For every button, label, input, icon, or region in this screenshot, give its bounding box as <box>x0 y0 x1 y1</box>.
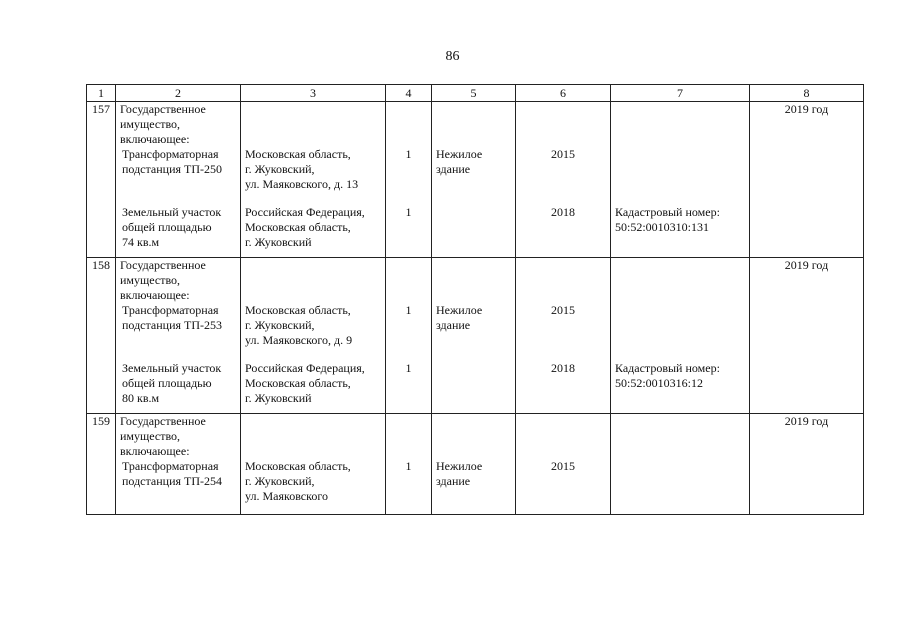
item-name-cell <box>116 258 241 414</box>
address-cell <box>241 258 386 414</box>
col-header-3: 3 <box>241 85 386 102</box>
item-year-built: 2015 <box>551 147 575 161</box>
type-cell <box>432 102 516 258</box>
address-cell <box>241 102 386 258</box>
item-qty: 1 <box>405 361 412 375</box>
year-built-cell <box>516 102 611 258</box>
item-address: Российская Федерация, Московская область, г. Жуковский <box>245 205 365 249</box>
address-cell <box>241 414 386 515</box>
item-type: Нежилое здание <box>436 459 483 488</box>
item-name: Земельный участок общей площадью 74 кв.м <box>122 205 222 249</box>
table-row <box>87 102 864 258</box>
group-label: Государственное имущество, включающее: <box>120 258 206 302</box>
quantity-cell <box>386 414 432 515</box>
note-cell <box>611 258 750 414</box>
col-header-1: 1 <box>87 85 116 102</box>
col-header-8: 8 <box>750 85 864 102</box>
item-note: Кадастровый номер: 50:52:0010316:12 <box>615 361 720 390</box>
item-year-built: 2018 <box>551 205 575 219</box>
table-row <box>87 258 864 414</box>
quantity-cell <box>386 258 432 414</box>
col-header-7: 7 <box>611 85 750 102</box>
item-qty: 1 <box>405 303 412 317</box>
year-cell: 2019 год <box>750 258 864 414</box>
item-name-cell <box>116 414 241 515</box>
year-cell: 2019 год <box>750 414 864 515</box>
table-row <box>87 414 864 515</box>
item-qty: 1 <box>405 205 412 219</box>
row-number: 158 <box>87 258 116 414</box>
type-cell <box>432 414 516 515</box>
col-header-5: 5 <box>432 85 516 102</box>
item-qty: 1 <box>405 459 412 473</box>
item-address: Московская область, г. Жуковский, ул. Маяковского, д. 9 <box>245 303 353 347</box>
item-address: Московская область, г. Жуковский, ул. Маяковского, д. 13 <box>245 147 359 191</box>
note-cell <box>611 102 750 258</box>
item-type: Нежилое здание <box>436 147 483 176</box>
item-qty: 1 <box>405 147 412 161</box>
year-cell: 2019 год <box>750 102 864 258</box>
item-name: Трансформаторная подстанция ТП-250 <box>122 147 223 176</box>
type-cell <box>432 258 516 414</box>
item-name: Земельный участок общей площадью 80 кв.м <box>122 361 222 405</box>
item-name-cell <box>116 102 241 258</box>
col-header-2: 2 <box>116 85 241 102</box>
row-number: 159 <box>87 414 116 515</box>
year-built-cell <box>516 258 611 414</box>
quantity-cell <box>386 102 432 258</box>
header-row <box>87 85 864 102</box>
item-year-built: 2015 <box>551 459 575 473</box>
property-table <box>86 84 864 515</box>
item-name: Трансформаторная подстанция ТП-253 <box>122 303 223 332</box>
item-note: Кадастровый номер: 50:52:0010310:131 <box>615 205 720 234</box>
group-label: Государственное имущество, включающее: <box>120 102 206 146</box>
page-number: 86 <box>445 49 460 64</box>
item-address: Московская область, г. Жуковский, ул. Маяковского <box>245 459 351 503</box>
item-type: Нежилое здание <box>436 303 483 332</box>
item-address: Российская Федерация, Московская область, г. Жуковский <box>245 361 365 405</box>
col-header-4: 4 <box>386 85 432 102</box>
note-cell <box>611 414 750 515</box>
item-year-built: 2018 <box>551 361 575 375</box>
year-built-cell <box>516 414 611 515</box>
item-year-built: 2015 <box>551 303 575 317</box>
col-header-6: 6 <box>516 85 611 102</box>
row-number: 157 <box>87 102 116 258</box>
group-label: Государственное имущество, включающее: <box>120 414 206 458</box>
item-name: Трансформаторная подстанция ТП-254 <box>122 459 223 488</box>
